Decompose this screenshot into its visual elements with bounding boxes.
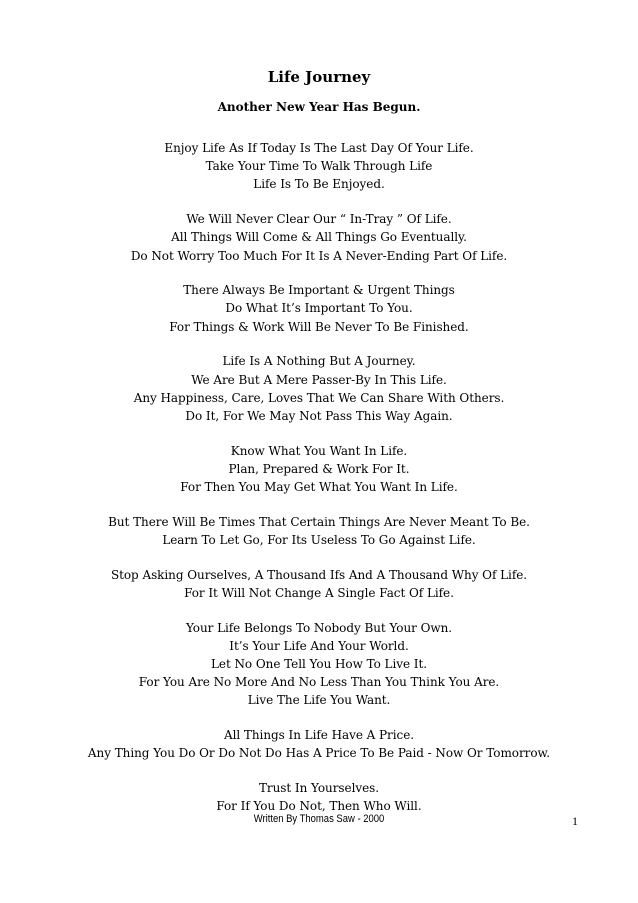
poem-line: Life Is To Be Enjoyed. xyxy=(253,177,385,192)
stanza xyxy=(0,566,638,602)
poem-line: Do What It’s Important To You. xyxy=(225,301,413,316)
poem-line: For It Will Not Change A Single Fact Of Life. xyxy=(184,585,454,600)
poem-line: Learn To Let Go, For Its Useless To Go Against Life. xyxy=(162,532,476,547)
stanza xyxy=(0,779,638,815)
poem-line: For If You Do Not, Then Who Will. xyxy=(216,799,422,814)
stanza xyxy=(0,281,638,336)
poem-line: For Things & Work Will Be Never To Be Finished. xyxy=(169,319,469,334)
poem-line: Life Is A Nothing But A Journey. xyxy=(222,354,416,369)
poem-line: We Are But A Mere Passer-By In This Life. xyxy=(191,372,447,387)
stanza xyxy=(0,210,638,265)
poem-line: Do It, For We May Not Pass This Way Again. xyxy=(185,408,453,423)
poem-line: Do Not Worry Too Much For It Is A Never-Ending Part Of Life. xyxy=(130,248,508,263)
poem-line: There Always Be Important & Urgent Things xyxy=(183,283,455,298)
poem-line: Plan, Prepared & Work For It. xyxy=(228,461,410,476)
footer-author: Written By Thomas Saw - 2000 xyxy=(253,813,385,825)
poem-body xyxy=(0,139,638,832)
stanza xyxy=(0,513,638,549)
poem-line: It’s Your Life And Your World. xyxy=(229,638,409,653)
poem-line: Any Thing You Do Or Do Not Do Has A Price To Be Paid - Now Or Tomorrow. xyxy=(87,746,551,761)
poem-line: For You Are No More And No Less Than You Think You Are. xyxy=(138,675,500,690)
stanza xyxy=(0,619,638,710)
poem-line: Take Your Time To Walk Through Life xyxy=(205,159,433,174)
poem-line: Any Happiness, Care, Loves That We Can Share With Others. xyxy=(133,390,505,405)
stanza xyxy=(0,442,638,497)
poem-line: We Will Never Clear Our “ In-Tray ” Of Life. xyxy=(186,212,452,227)
poem-line: Your Life Belongs To Nobody But Your Own. xyxy=(185,620,453,635)
poem-line: For Then You May Get What You Want In Life. xyxy=(180,480,458,495)
page-title: Life Journey xyxy=(267,68,371,86)
poem-line: Know What You Want In Life. xyxy=(230,443,408,458)
stanza xyxy=(0,352,638,425)
page-subtitle: Another New Year Has Begun. xyxy=(217,100,421,114)
poem-line: Let No One Tell You How To Live It. xyxy=(210,656,428,671)
poem-line: Trust In Yourselves. xyxy=(258,780,380,795)
poem-line: But There Will Be Times That Certain Things Are Never Meant To Be. xyxy=(108,514,530,529)
stanza xyxy=(0,726,638,762)
poem-line: All Things In Life Have A Price. xyxy=(223,728,415,743)
poem-line: Live The Life You Want. xyxy=(247,693,391,708)
poem-line: Enjoy Life As If Today Is The Last Day Of Your Life. xyxy=(164,141,474,155)
stanza xyxy=(0,139,638,194)
poem-line: Stop Asking Ourselves, A Thousand Ifs And A Thousand Why Of Life. xyxy=(110,567,528,582)
page-number: 1 xyxy=(572,814,578,828)
poem-line: All Things Will Come & All Things Go Eventually. xyxy=(171,230,467,245)
